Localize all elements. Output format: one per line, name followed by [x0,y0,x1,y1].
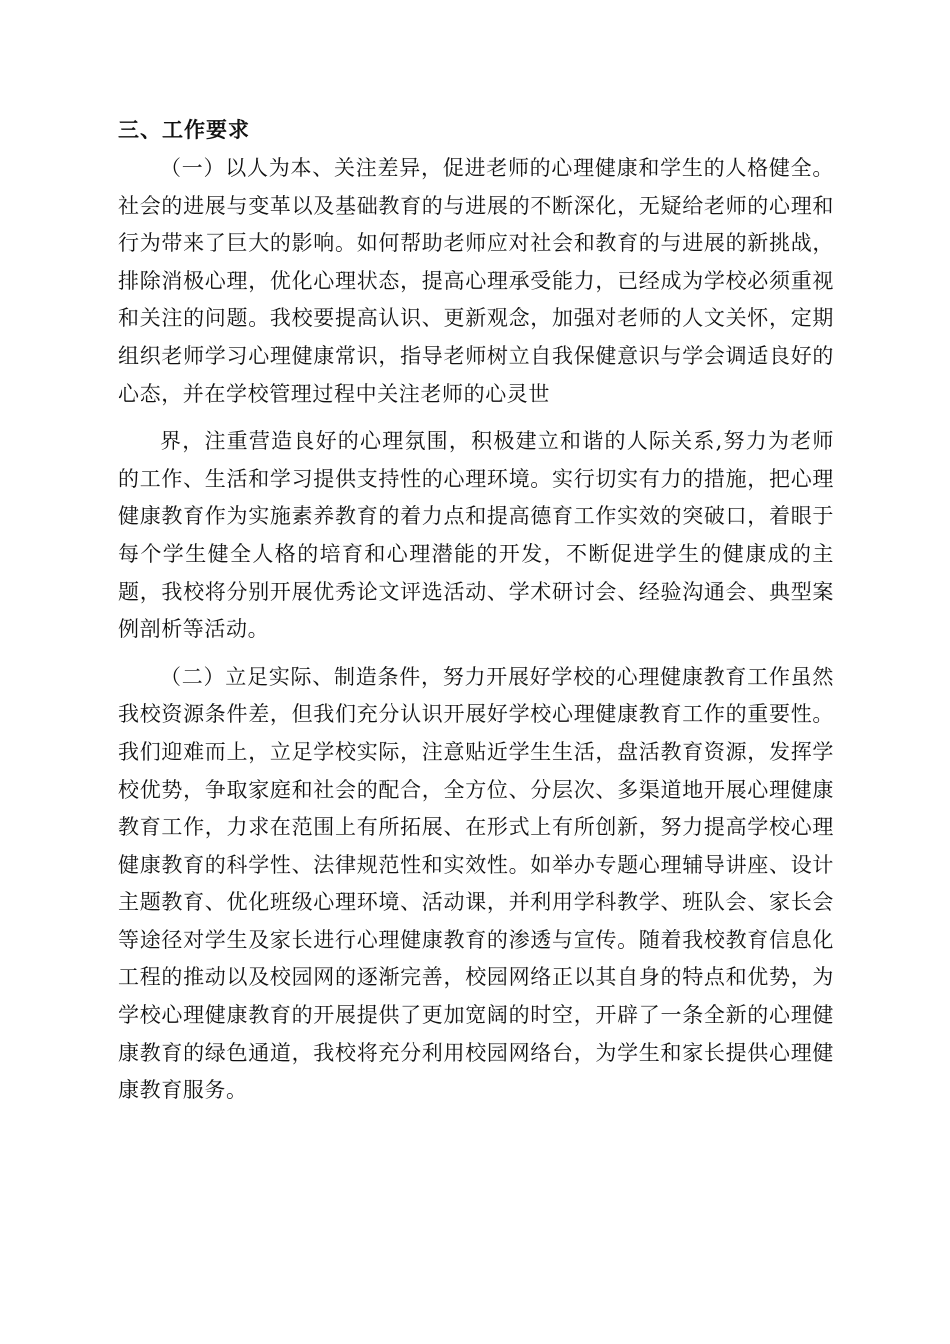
paragraph-1: （一）以人为本、关注差异，促进老师的心理健康和学生的人格健全。社会的进展与变革以及基础教育的与进展的不断深化，无疑给老师的心理和行为带来了巨大的影响。如何帮助老师应对社会和教育的与进展的新挑战，排除消极心理，优化心理状态，提高心理承受能力，已经成为学校必须重视和关注的问题。我校要提高认识、更新观念，加强对老师的人文关怀，定期组织老师学习心理健康常识，指导老师树立自我保健意识与学会调适良好的心态，并在学校管理过程中关注老师的心灵世 [118,156,834,406]
document-page [118,112,834,1110]
section-heading: 三、工作要求 [118,117,250,142]
paragraph-2: 界，注重营造良好的心理氛围，积极建立和谐的人际关系,努力为老师的工作、生活和学习提供支持性的心理环境。实行切实有力的措施，把心理健康教育作为实施素养教育的着力点和提高德育工作实效的突破口，着眼于每个学生健全人格的培育和心理潜能的开发，不断促进学生的健康成的主题，我校将分别开展优秀论文评选活动、学术研讨会、经验沟通会、典型案例剖析等活动。 [118,429,834,642]
paragraph-3: （二）立足实际、制造条件，努力开展好学校的心理健康教育工作虽然我校资源条件差，但我们充分认识开展好学校心理健康教育工作的重要性。我们迎难而上，立足学校实际，注意贴近学生生活，盘活教育资源，发挥学校优势，争取家庭和社会的配合，全方位、分层次、多渠道地开展心理健康教育工作，力求在范围上有所拓展、在形式上有所创新，努力提高学校心理健康教育的科学性、法律规范性和实效性。如举办专题心理辅导讲座、设计主题教育、优化班级心理环境、活动课，并利用学科教学、班队会、家长会等途径对学生及家长进行心理健康教育的渗透与宣传。随着我校教育信息化工程的推动以及校园网的逐渐完善，校园网络正以其自身的特点和优势，为学校心理健康教育的开展提供了更加宽阔的时空，开辟了一条全新的心理健康教育的绿色通道，我校将充分利用校园网络台，为学生和家长提供心理健康教育服务。 [118,664,834,1103]
